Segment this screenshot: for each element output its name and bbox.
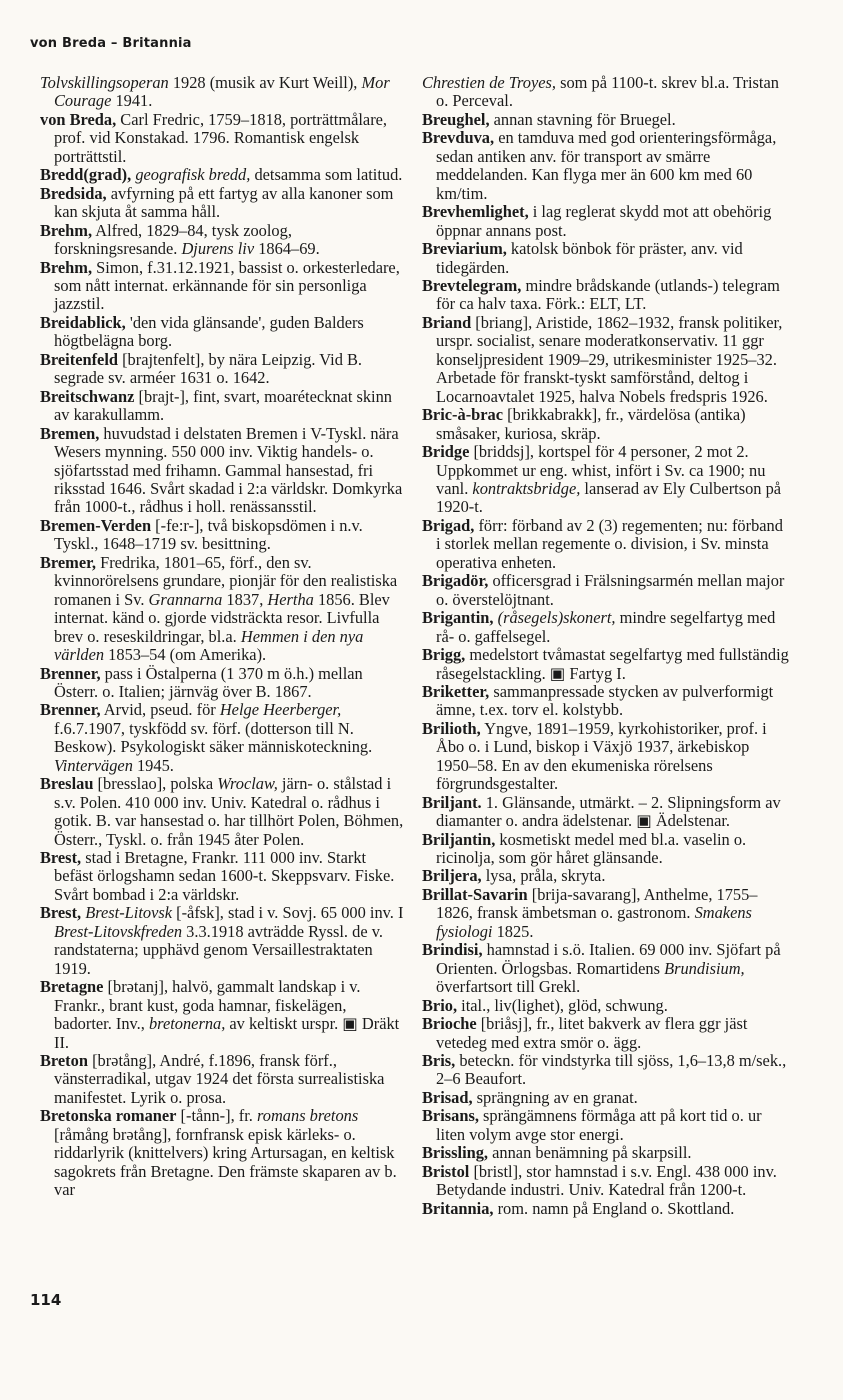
dictionary-entry [422,240,790,277]
dictionary-entry [422,997,790,1015]
entry-text: 1941. [111,91,153,111]
entry-headword: Breitenfeld [40,349,118,369]
entry-text: [brija-savarang], Anthelme, 1755–1826, fransk ämbetsman o. gastronom. [436,884,758,923]
entry-text: 1825. [492,921,534,941]
entry-headword: Brio, [422,995,458,1015]
entry-headword: Breviarium, [422,239,507,259]
dictionary-entry [40,425,408,517]
entry-text: mindre segelfartyg med rå- o. gaffelsegel. [436,608,776,646]
entry-text: överfartsort till Grekl. [436,977,581,997]
entry-headword: Brevtelegram, [422,275,522,295]
entry-text: 1853–54 (om Amerika). [104,645,267,665]
entry-text: ital., liv(lighet), glöd, schwung. [457,995,668,1015]
entry-text: 1928 (musik av Kurt Weill), [168,73,362,92]
dictionary-entry [422,572,790,609]
entry-headword: Breton [40,1051,88,1071]
entry-text: Alfred, 1829–84, tysk zoolog, forskningsresande. [54,220,292,259]
dictionary-entry [40,185,408,222]
entry-headword: Brioche [422,1014,477,1034]
dictionary-entry [422,314,790,406]
entry-headword: Brisad, [422,1087,473,1107]
entry-headword: Brigg, [422,645,466,665]
entry-headword: Brevduva, [422,128,495,148]
entry-headword: Bridge [422,442,470,462]
dictionary-entry [40,554,408,665]
entry-headword: Breitschwanz [40,386,135,406]
entry-italic: Chrestien de Troyes, [422,73,556,92]
entry-text: [bresslao], polska [93,774,218,794]
entry-headword: Bremen-Verden [40,515,152,535]
entry-text: Arvid, pseud. för [100,700,220,720]
dictionary-entry [40,166,408,184]
entry-headword: Brindisi, [422,940,483,960]
entry-text: huvudstad i delstaten Bremen i V-Tyskl. nära Wesers mynning. 550 000 inv. Viktig handels- o. sjöfartsstad med frihamn. Gammal hansestad, fri riksstad 1646. Svårt skadad i 2:a världskr. Domkyrka från 1000-t., rådhus i holl. renässansstil. [54,423,403,517]
entry-headword: Brigadör, [422,571,489,591]
entry-italic: Tolvskillingsoperan [40,73,169,92]
entry-italic: Helge Heerberger, [219,700,342,720]
entry-text: Yngve, 1891–1959, kyrkohistoriker, prof. i Åbo o. i Lund, biskop i Växjö 1937, ärkebiskop 1950–58. En av den ekumeniska rörelsens förgrundsgestalter. [436,718,767,794]
entry-headword: Brigad, [422,515,475,535]
entry-italic: Hertha [267,589,314,609]
dictionary-entry [422,609,790,646]
page-number: 114 [30,1291,62,1309]
entry-text: [-tånn-], fr. [176,1106,257,1126]
dictionary-entry [40,222,408,259]
entry-headword: Bretonska romaner [40,1106,177,1126]
entry-text: [-åfsk], stad i v. Sovj. 65 000 inv. I [172,903,404,923]
entry-text: officersgrad i Frälsningsarmén mellan major o. överstelöjtnant. [436,571,785,609]
dictionary-entry [422,867,790,885]
dictionary-entry [422,886,790,941]
entry-text: Carl Fredric, 1759–1818, porträttmålare, prof. vid Konstakad. 1796. Romantisk engelsk porträttstil. [54,109,388,166]
entry-headword: Bric-à-brac [422,405,504,425]
entry-italic: Grannarna [148,589,223,609]
entry-text: lysa, pråla, skryta. [481,866,606,886]
entry-headword: Brillat-Savarin [422,884,528,904]
entry-headword: Bredd(grad), [40,165,132,185]
entry-headword: Briljantin, [422,829,496,849]
entry-italic: Djurens liv [181,239,255,259]
entry-headword: Brenner, [40,700,101,720]
entry-text: [briddsj], kortspel för 4 personer, 2 mot 2. Uppkommet ur eng. whist, infört i Sv. ca 1900; nu vanl. [436,442,766,498]
dictionary-entry [40,111,408,166]
dictionary-entry [40,904,408,978]
dictionary-entry [422,111,790,129]
entry-text: 1. Glänsande, utmärkt. – 2. Slipningsform av diamanter o. andra ädelstenar. ▣ Ädelstenar. [436,792,781,831]
entry-italic: romans bretons [257,1106,359,1126]
entry-text: förr: förband av 2 (3) regementen; nu: förband i storlek mellan regemente o. division, i Sv. minsta operativa enheten. [436,515,783,572]
entry-headword: von Breda, [40,109,117,129]
dictionary-entry [422,831,790,868]
entry-text: [brətång], André, f.1896, fransk förf., vänsterradikal, utgav 1924 det första surrealistiska manifestet. Lyrik o. prosa. [54,1051,385,1107]
dictionary-entry [422,443,790,517]
entry-italic: Brundisium, [664,958,745,978]
entry-text: [briåsj], fr., litet bakverk av flera ggr jäst vetedeg med extra smör o. ägg. [436,1014,748,1052]
entry-headword: Breughel, [422,109,490,129]
entry-text: [brajt-], fint, svart, moarétecknat skinn av karakullamm. [54,386,392,425]
entry-text: som på 1100-t. skrev bl.a. Tristan o. Perceval. [436,73,779,111]
entry-text: [-fe:r-], två biskopsdömen i n.v. Tyskl., 1648–1719 sv. besittning. [54,515,363,554]
entry-text: detsamma som latitud. [250,165,403,185]
entry-text: [brajtenfelt], by nära Leipzig. Vid B. segrade sv. arméer 1631 o. 1642. [54,349,363,388]
entry-italic: Mor Courage [54,73,390,111]
dictionary-entry [422,1163,790,1200]
dictionary-entry [40,517,408,554]
entry-headword: Brevhemlighet, [422,202,529,222]
entry-italic: Brest-Litovskfreden [54,921,183,941]
entry-headword: Brest, [40,848,82,868]
entry-text: pass i Östalperna (1 370 m ö.h.) mellan Österr. o. Italien; järnväg över B. 1867. [54,663,363,701]
dictionary-entry [40,775,408,849]
entry-text: en tamduva med god orienteringsförmåga, sedan antiken anv. för transport av smärre meddelanden. Kan flyga mer än 600 km med 60 km/tim. [436,128,777,203]
entry-text: Fredrika, 1801–65, förf., den sv. kvinnorörelsens grundare, pionjär för den realistiska romanen i Sv. [54,552,398,609]
entry-text: katolsk bönbok för präster, anv. vid tidegärden. [436,239,743,277]
dictionary-entry [422,683,790,720]
dictionary-entry [422,720,790,794]
entry-text: [råmång brətång], fornfransk episk kärleks- o. riddarlyrik (knittelvers) kring Artursagan, en keltisk sagokrets från Bretagne. Den främste skaparen av b. var [54,1124,397,1200]
dictionary-entry [422,1015,790,1052]
dictionary-entry [422,74,790,111]
entry-text: 1837, [222,589,268,609]
entry-headword: Breslau [40,774,94,794]
entry-headword: Brilioth, [422,718,481,738]
dictionary-entry [40,701,408,775]
entry-headword: Britannia, [422,1198,494,1218]
entry-text: f.6.7.1907, tyskfödd sv. förf. (dotterson till N. Beskow). Psykologiskt säker människoteckning. [54,718,373,757]
dictionary-entry [422,1052,790,1089]
dictionary-entry [422,1144,790,1162]
entry-text: 1864–69. [254,239,320,259]
entry-italic: Brest-Litovsk [85,903,173,923]
dictionary-entry [40,849,408,904]
entry-text: 3.3.1918 avträdde Ryssl. de v. randstaterna; upphävd genom Versaillestraktaten 1919. [54,921,383,978]
entry-headword: Brisans, [422,1106,479,1126]
entry-headword: Bremer, [40,552,96,572]
entry-text: Simon, f.31.12.1921, bassist o. orkesterledare, som nått internat. erkännande för sin personliga jazzstil. [54,257,400,314]
dictionary-entry [422,1200,790,1218]
entry-text: lanserad av Ely Culbertson på 1920-t. [436,478,782,517]
entry-headword: Bredsida, [40,183,107,203]
dictionary-entry [40,259,408,314]
entry-italic: Vintervägen [54,755,133,775]
dictionary-entry [422,794,790,831]
dictionary-entry [422,277,790,314]
entry-italic: Wroclaw, [217,774,278,794]
entry-headword: Brehm, [40,257,93,277]
dictionary-entry [422,1107,790,1144]
entry-text: hamnstad i s.ö. Italien. 69 000 inv. Sjöfart på Orienten. Örlogsbas. Romartidens [436,940,781,978]
entry-headword: Briand [422,312,472,332]
dictionary-entry [40,74,408,111]
entry-headword: Brest, [40,903,82,923]
entry-text: sprängämnens förmåga att på kort tid o. ur liten volym avge stor energi. [436,1106,762,1144]
dictionary-entry [422,1089,790,1107]
left-column [40,74,408,1200]
entry-text: sprängning av en granat. [472,1087,638,1107]
dictionary-entry [422,406,790,443]
entry-text: kosmetiskt medel med bl.a. vaselin o. ricinolja, som gör håret glänsande. [436,829,747,868]
entry-headword: Brissling, [422,1143,489,1163]
entry-text: 1945. [132,755,174,775]
entry-text: [brikkabrakk], fr., värdelösa (antika) småsaker, kuriosa, skräp. [436,405,746,443]
entry-text: mindre brådskande (utlands-) telegram för ca halv taxa. Förk.: ELT, LT. [436,275,780,314]
entry-text: [briang], Aristide, 1862–1932, fransk politiker, urspr. socialist, senare moderatkonservativ. 11 ggr konseljpresident 1909–29, utrikesminister 1925–32. Arbetade för franskt-tyskt samförstånd, deltog i Locarnoavtalet 1925, halva Nobels fredspris 1926. [436,312,783,406]
entry-text: 1856. Blev internat. känd o. gjorde vidsträckta resor. Livfulla brev o. reseskildringar, bl.a. [54,589,390,646]
dictionary-entry [422,941,790,996]
entry-text: [brətanj], halvö, gammalt landskap i v. Frankr., brant kust, goda hamnar, fiskelägen, badorter. Inv., [54,977,361,1034]
entry-italic: (råsegels)skonert, [497,608,616,628]
entry-italic: Smakens fysiologi [436,903,752,941]
entry-text: beteckn. för vindstyrka till sjöss, 1,6–13,8 m/sek., 2–6 Beaufort. [436,1051,787,1089]
entry-text: avfyrning på ett fartyg av alla kanoner som kan skjuta åt samma håll. [54,183,394,222]
entry-italic: bretonerna, [148,1014,226,1034]
entry-headword: Bretagne [40,977,104,997]
entry-headword: Brigantin, [422,608,494,628]
entry-italic: kontraktsbridge, [472,478,581,498]
dictionary-entry [422,646,790,683]
entry-text: av keltiskt urspr. ▣ Dräkt II. [54,1014,400,1052]
entry-headword: Bris, [422,1051,456,1071]
entry-headword: Bristol [422,1161,470,1181]
running-head: von Breda – Britannia [30,36,192,51]
entry-text: medelstort tvåmastat segelfartyg med fullständig råsegelstackling. ▣ Fartyg I. [436,645,789,683]
entry-text: 'den vida glänsande', guden Balders högtbelägna borg. [54,312,364,351]
right-column [422,74,790,1218]
entry-text: [bristl], stor hamnstad i s.v. Engl. 438 000 inv. Betydande industri. Univ. Katedral från 1200-t. [436,1161,777,1200]
dictionary-entry [40,388,408,425]
dictionary-entry [40,314,408,351]
entry-text: stad i Bretagne, Frankr. 111 000 inv. Starkt befäst örlogshamn sedan 1600-t. Skeppsvarv. Fiske. Svårt bombad i 2:a världskr. [54,848,395,904]
dictionary-entry [422,129,790,203]
entry-headword: Brenner, [40,663,101,683]
entry-italic: geografisk bredd, [135,165,251,185]
entry-headword: Bremen, [40,423,100,443]
entry-headword: Brehm, [40,220,93,240]
entry-italic: Hemmen i den nya världen [54,626,364,665]
entry-text: annan stavning för Bruegel. [489,109,676,129]
dictionary-entry [422,203,790,240]
dictionary-entry [40,1052,408,1107]
dictionary-entry [40,351,408,388]
dictionary-entry [40,1107,408,1199]
dictionary-entry [40,665,408,702]
entry-headword: Briljera, [422,866,482,886]
dictionary-entry [40,978,408,1052]
entry-text: annan benämning på skarpsill. [488,1143,692,1163]
entry-text: i lag reglerat skydd mot att obehörig öppnar annans post. [436,202,772,240]
entry-text: rom. namn på England o. Skottland. [493,1198,735,1218]
dictionary-entry [422,517,790,572]
entry-headword: Briketter, [422,681,490,701]
entry-text: järn- o. stålstad i s.v. Polen. 410 000 inv. Univ. Katedral o. rådhus i gotik. B. var hansestad o. har tillhört Polen, Böhmen, Österr., Tyskl. o. från 1945 åter Polen. [54,774,404,849]
entry-headword: Briljant. [422,792,482,812]
entry-text: sammanpressade stycken av pulverformigt ämne, t.ex. torv el. kolstybb. [436,681,774,720]
entry-headword: Breidablick, [40,312,126,332]
